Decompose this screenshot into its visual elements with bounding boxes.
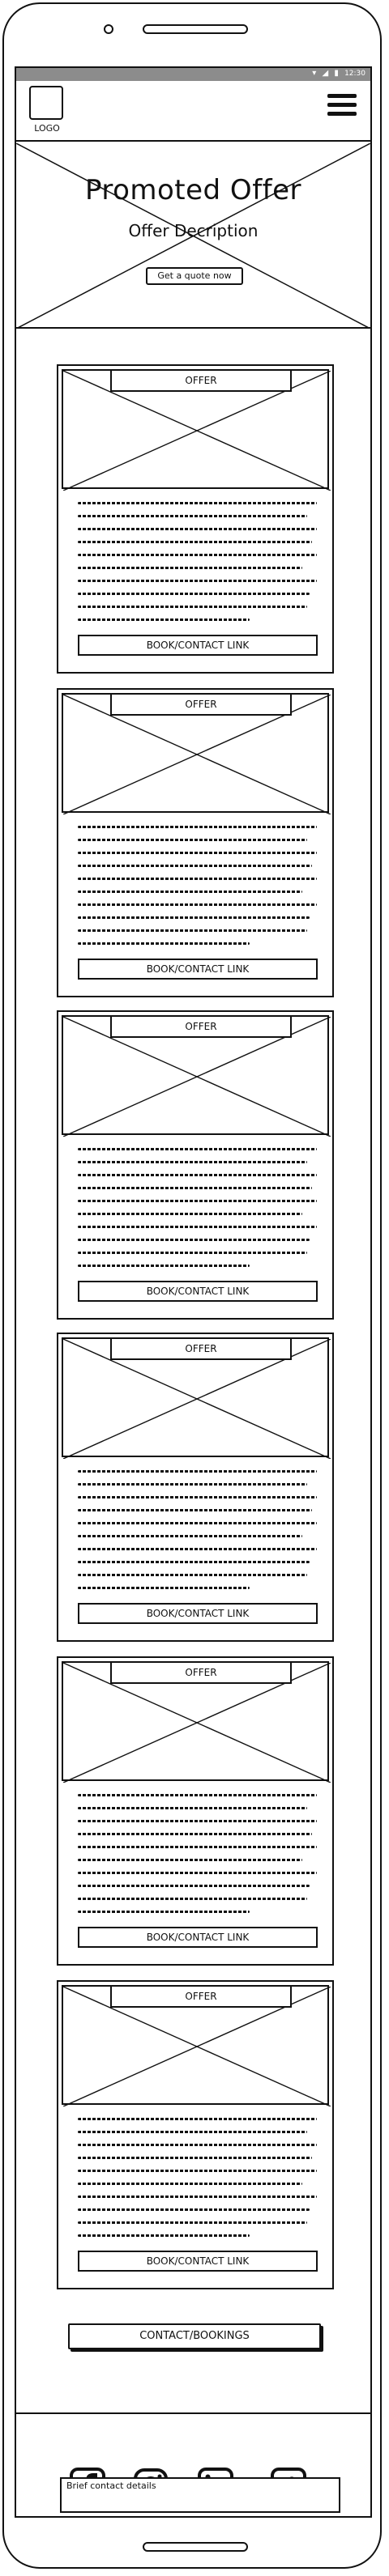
placeholder-text-line: [78, 1794, 317, 1796]
offer-card: [57, 688, 334, 997]
battery-icon: ▮: [334, 69, 339, 78]
hamburger-menu-icon[interactable]: [327, 94, 357, 120]
status-bar: [16, 68, 370, 81]
placeholder-text-line: [78, 2208, 310, 2211]
placeholder-text-line: [78, 2221, 307, 2224]
offer-image-placeholder: [62, 693, 329, 813]
offer-description-text: [78, 1794, 317, 1923]
offer-image-placeholder: [62, 1337, 329, 1457]
book-contact-link[interactable]: BOOK/CONTACT LINK: [78, 959, 318, 980]
offer-description-text: [78, 502, 317, 631]
placeholder-text-line: [78, 903, 317, 906]
placeholder-text-line: [78, 2144, 317, 2146]
placeholder-text-line: [78, 618, 250, 621]
placeholder-text-line: [78, 1846, 317, 1848]
placeholder-text-line: [78, 1187, 312, 1189]
placeholder-text-line: [78, 554, 317, 556]
book-contact-link[interactable]: BOOK/CONTACT LINK: [78, 1281, 318, 1302]
placeholder-text-line: [78, 1509, 312, 1511]
offer-tab-label: OFFER: [110, 1017, 292, 1038]
placeholder-text-line: [78, 1483, 307, 1486]
wifi-icon: ▾: [312, 69, 317, 78]
hero-title: Promoted Offer: [84, 174, 302, 206]
placeholder-text-line: [78, 1885, 310, 1887]
placeholder-text-line: [78, 1548, 317, 1550]
contact-bookings-button[interactable]: CONTACT/BOOKINGS: [68, 2323, 321, 2349]
placeholder-text-line: [78, 1161, 307, 1163]
placeholder-text-line: [78, 1859, 302, 1861]
placeholder-text-line: [78, 593, 310, 595]
placeholder-text-line: [78, 1898, 307, 1900]
placeholder-text-line: [78, 1174, 317, 1176]
placeholder-text-line: [78, 580, 317, 582]
offer-tab-label: OFFER: [110, 695, 292, 716]
logo-image[interactable]: [29, 86, 63, 120]
placeholder-text-line: [78, 891, 302, 893]
offer-card: [57, 1980, 334, 2289]
earpiece-speaker: [143, 24, 248, 34]
offer-description-text: [78, 1470, 317, 1600]
placeholder-text-line: [78, 1252, 307, 1254]
placeholder-text-line: [78, 2196, 317, 2198]
placeholder-text-line: [78, 502, 317, 504]
placeholder-text-line: [78, 2157, 312, 2159]
placeholder-text-line: [78, 1496, 317, 1498]
home-button[interactable]: [143, 2542, 248, 2552]
placeholder-text-line: [78, 942, 250, 945]
placeholder-text-line: [78, 1148, 317, 1150]
placeholder-text-line: [78, 852, 317, 854]
placeholder-text-line: [78, 2170, 317, 2172]
placeholder-text-line: [78, 515, 307, 517]
offer-card: [57, 1010, 334, 1320]
book-contact-link[interactable]: BOOK/CONTACT LINK: [78, 2251, 318, 2272]
placeholder-text-line: [78, 839, 307, 841]
signal-icon: ◢: [322, 69, 329, 78]
placeholder-text-line: [78, 1200, 317, 1202]
logo-label: LOGO: [34, 123, 60, 134]
offer-image-placeholder: [62, 1661, 329, 1781]
footer-divider: [16, 2412, 370, 2414]
front-camera: [104, 24, 113, 34]
placeholder-text-line: [78, 2131, 307, 2133]
placeholder-text-line: [78, 1213, 302, 1215]
placeholder-text-line: [78, 929, 307, 932]
contact-details-box: Brief contact details: [60, 2477, 340, 2513]
placeholder-text-line: [78, 1911, 250, 1913]
placeholder-text-line: [78, 1574, 307, 1576]
site-header: [16, 81, 370, 142]
placeholder-text-line: [78, 1522, 317, 1524]
placeholder-text-line: [78, 916, 310, 919]
placeholder-text-line: [78, 1820, 317, 1822]
get-quote-button[interactable]: Get a quote now: [146, 267, 243, 285]
offer-description-text: [78, 2118, 317, 2247]
book-contact-link[interactable]: BOOK/CONTACT LINK: [78, 635, 318, 656]
placeholder-text-line: [78, 1807, 307, 1809]
placeholder-text-line: [78, 1833, 312, 1835]
offer-tab-label: OFFER: [110, 1987, 292, 2008]
offer-image-placeholder: [62, 369, 329, 489]
offer-tab-label: OFFER: [110, 1663, 292, 1684]
placeholder-text-line: [78, 1535, 302, 1537]
placeholder-text-line: [78, 528, 317, 530]
placeholder-text-line: [78, 1265, 250, 1267]
offer-description-text: [78, 826, 317, 955]
placeholder-text-line: [78, 1470, 317, 1473]
offer-image-placeholder: [62, 1015, 329, 1135]
offer-tab-label: OFFER: [110, 1339, 292, 1360]
offer-card: [57, 364, 334, 674]
book-contact-link[interactable]: BOOK/CONTACT LINK: [78, 1927, 318, 1948]
placeholder-text-line: [78, 567, 302, 569]
placeholder-text-line: [78, 1587, 250, 1589]
promoted-offer-hero: [16, 143, 370, 329]
placeholder-text-line: [78, 606, 307, 608]
placeholder-text-line: [78, 2183, 302, 2185]
placeholder-text-line: [78, 2234, 250, 2237]
book-contact-link[interactable]: BOOK/CONTACT LINK: [78, 1603, 318, 1624]
offer-card: [57, 1656, 334, 1966]
placeholder-text-line: [78, 1872, 317, 1874]
hero-description: Offer Decription: [128, 221, 259, 240]
placeholder-text-line: [78, 878, 317, 880]
offer-description-text: [78, 1148, 317, 1277]
placeholder-text-line: [78, 1561, 310, 1563]
offer-image-placeholder: [62, 1985, 329, 2105]
placeholder-text-line: [78, 865, 312, 867]
placeholder-text-line: [78, 1226, 317, 1228]
placeholder-text-line: [78, 541, 312, 543]
status-time: 12:30: [344, 70, 365, 78]
placeholder-text-line: [78, 826, 317, 828]
placeholder-text-line: [78, 1239, 310, 1241]
offer-tab-label: OFFER: [110, 371, 292, 392]
offer-card: [57, 1333, 334, 1642]
placeholder-text-line: [78, 2118, 317, 2120]
